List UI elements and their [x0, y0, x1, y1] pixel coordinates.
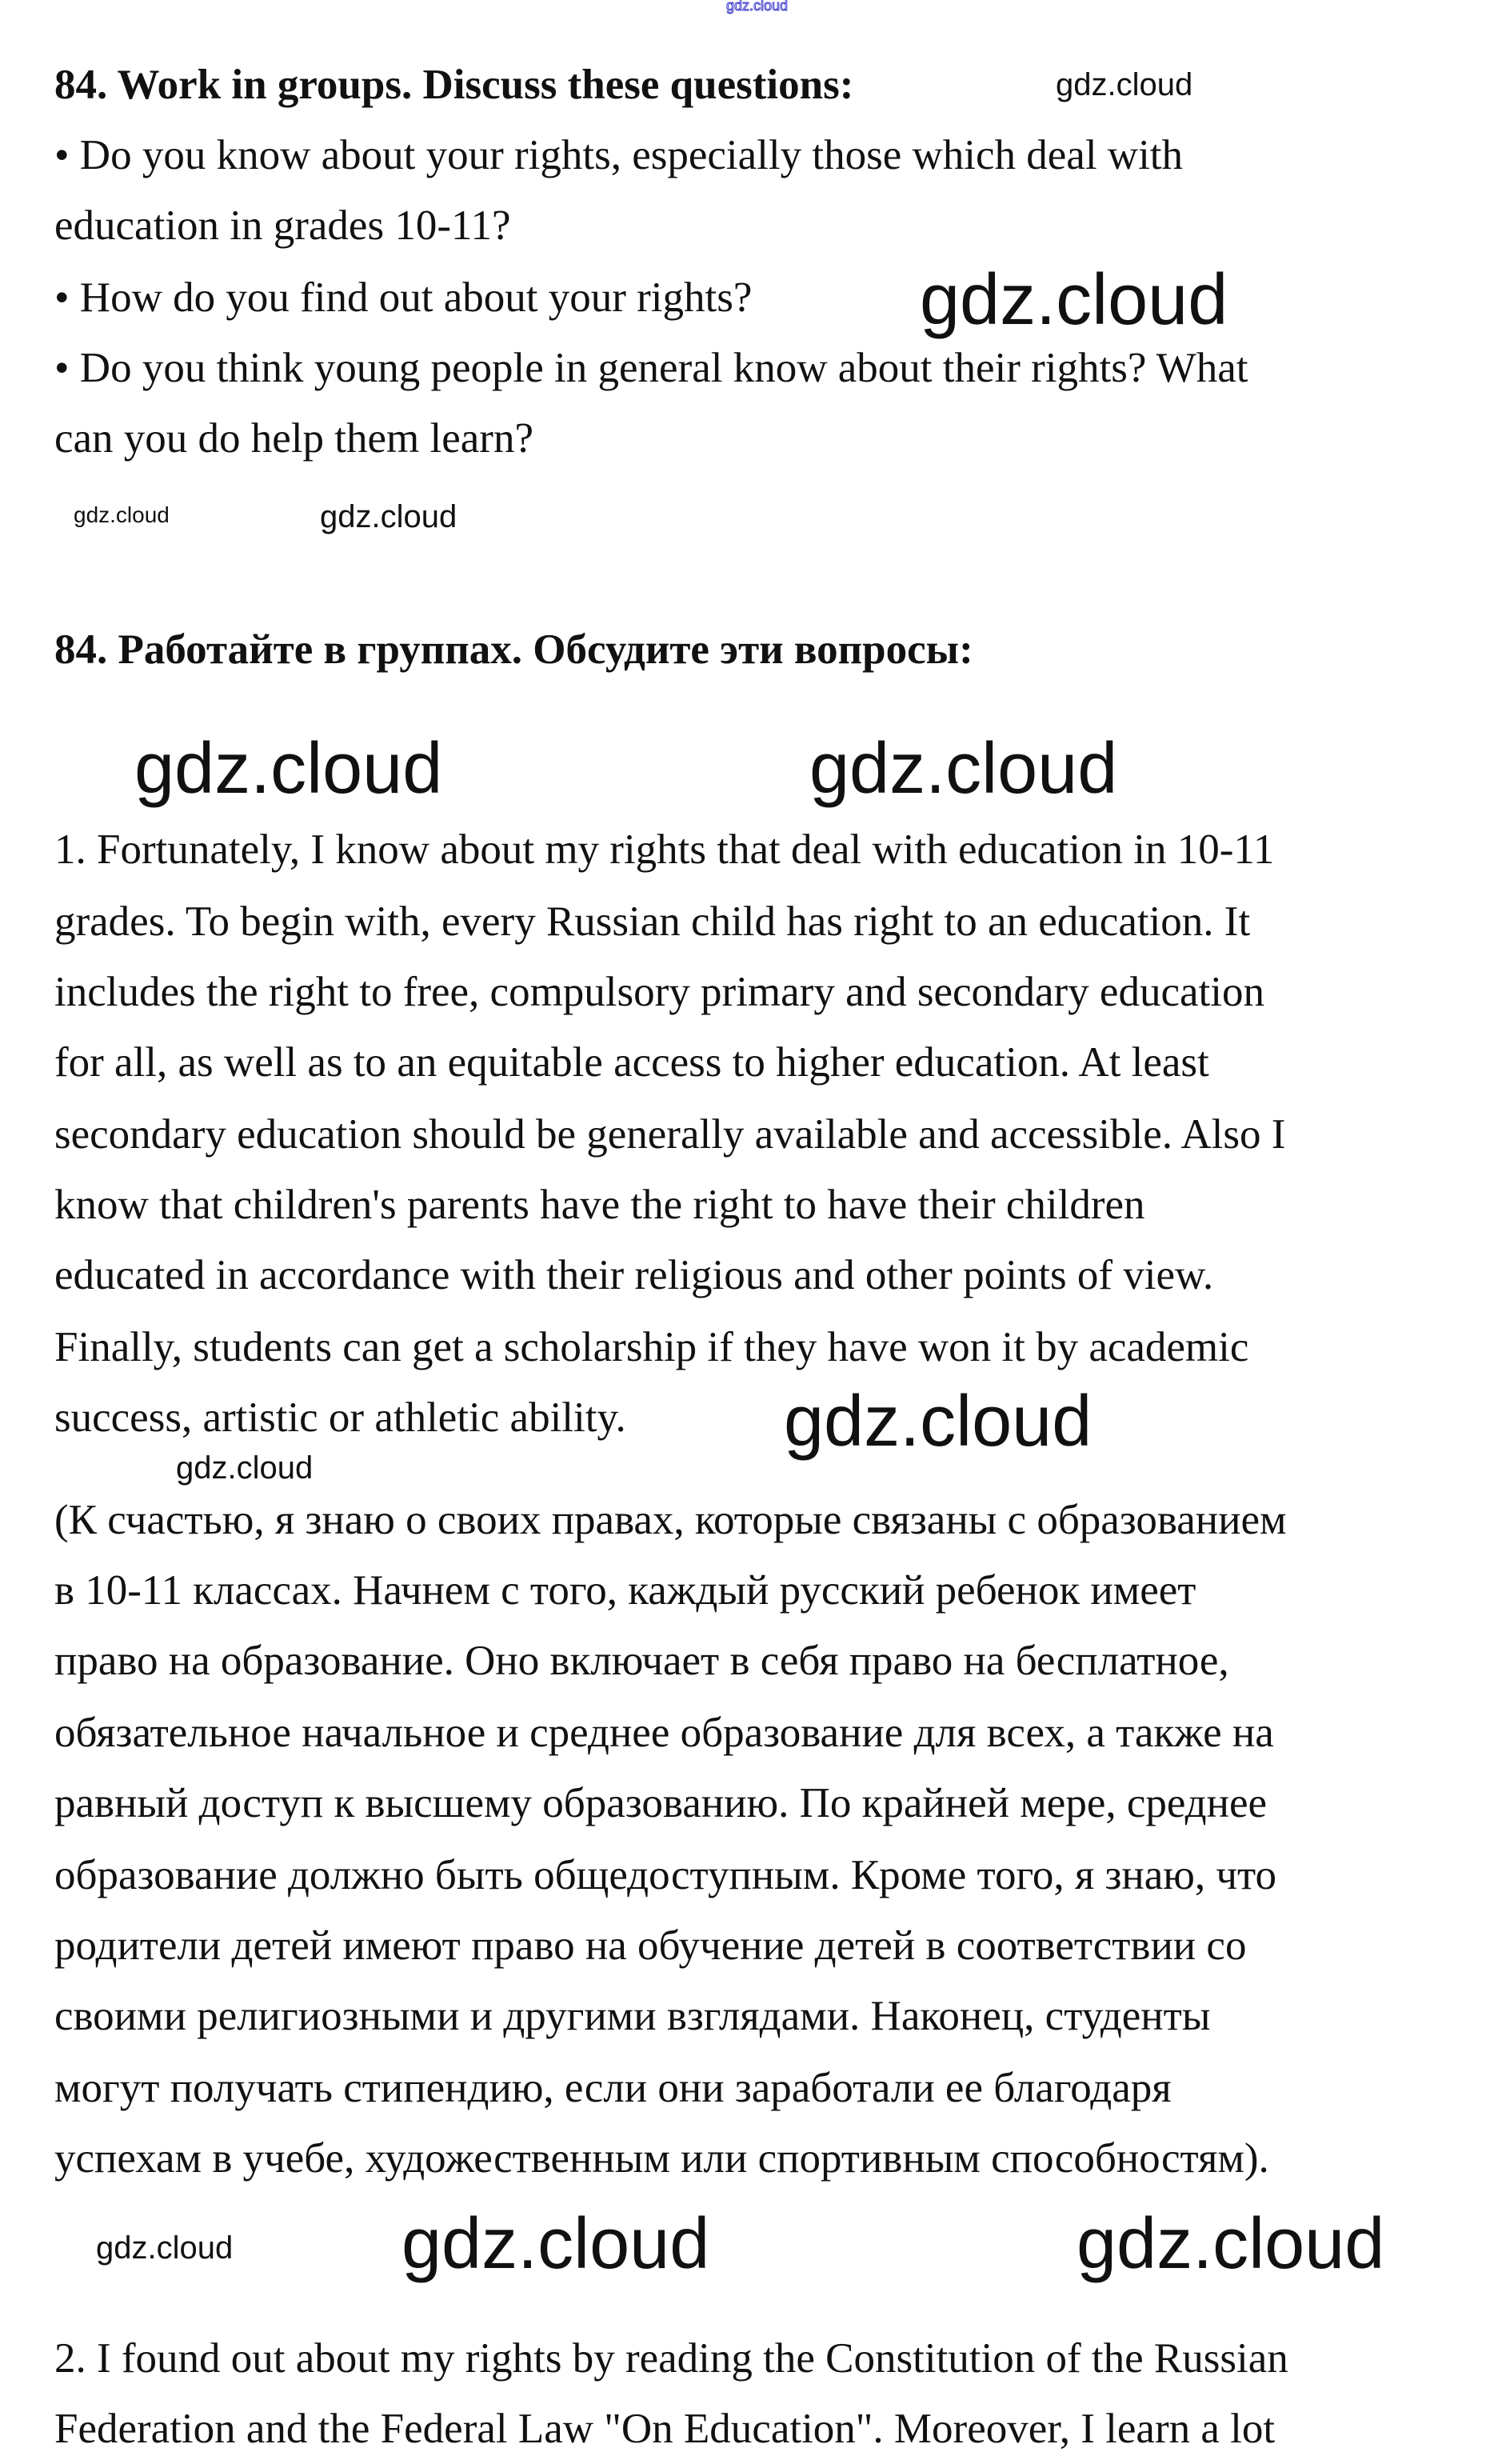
answer-line: secondary education should be generally available and accessible. Also I: [54, 1111, 1286, 1158]
watermark: gdz.cloud: [74, 502, 170, 527]
question-line: • Do you know about your rights, especially those which deal with: [54, 132, 1184, 178]
translation-line: родители детей имеют право на обучение детей в соответствии со: [54, 1922, 1247, 1969]
watermark: gdz.cloud: [176, 1450, 314, 1486]
answer-line: for all, as well as to an equitable access to higher education. At least: [54, 1039, 1209, 1086]
answer-line: Finally, students can get a scholarship if they have won it by academic: [54, 1324, 1249, 1370]
translation-line: могут получать стипендию, если они заработали ее благодаря: [54, 2065, 1172, 2111]
answer-line: 2. I found out about my rights by reading the Constitution of the Russian: [54, 2335, 1288, 2382]
watermark: gdz.cloud: [96, 2230, 234, 2266]
answer-line: educated in accordance with their religious and other points of view.: [54, 1252, 1214, 1298]
translation-line: своими религиозными и другими взглядами. Наконец, студенты: [54, 1993, 1211, 2039]
translation-line: равный доступ к высшему образованию. По крайней мере, среднее: [54, 1780, 1268, 1826]
translation-line: право на образование. Оно включает в себя право на бесплатное,: [54, 1638, 1229, 1684]
answer-line: Federation and the Federal Law "On Education". Moreover, I learn a lot: [54, 2406, 1276, 2452]
question-line: • Do you think young people in general know about their rights? What: [54, 345, 1248, 391]
answer-line: grades. To begin with, every Russian child has right to an education. It: [54, 898, 1251, 945]
answer-line: success, artistic or athletic ability.: [54, 1394, 626, 1441]
translation-line: образование должно быть общедоступным. Кроме того, я знаю, что: [54, 1852, 1277, 1898]
watermark-top: gdz.cloud: [726, 0, 789, 14]
watermark: gdz.cloud: [784, 1382, 1093, 1462]
watermark: gdz.cloud: [1056, 67, 1193, 102]
question-line: education in grades 10-11?: [54, 202, 511, 249]
translation-line: успехам в учебе, художественным или спортивным способностям).: [54, 2135, 1269, 2182]
watermark: gdz.cloud: [920, 260, 1228, 340]
watermark: gdz.cloud: [809, 729, 1118, 809]
translation-line: в 10-11 классах. Начнем с того, каждый русский ребенок имеет: [54, 1567, 1196, 1614]
watermark: gdz.cloud: [320, 499, 457, 534]
answer-line: 1. Fortunately, I know about my rights that deal with education in 10-11: [54, 826, 1275, 873]
watermark: gdz.cloud: [1077, 2204, 1385, 2284]
answer-line: know that children's parents have the right to have their children: [54, 1182, 1145, 1228]
watermark: gdz.cloud: [401, 2204, 710, 2284]
answer-line: includes the right to free, compulsory primary and secondary education: [54, 969, 1264, 1015]
question-line: can you do help them learn?: [54, 415, 533, 462]
question-line: • How do you find out about your rights?: [54, 274, 753, 321]
translation-line: (К счастью, я знаю о своих правах, которые связаны с образованием: [54, 1497, 1287, 1543]
translation-line: обязательное начальное и среднее образование для всех, а также на: [54, 1710, 1274, 1756]
task-heading-ru: 84. Работайте в группах. Обсудите эти вопросы:: [54, 626, 973, 673]
watermark: gdz.cloud: [134, 729, 443, 809]
task-heading-en: 84. Work in groups. Discuss these questions:: [54, 62, 854, 108]
